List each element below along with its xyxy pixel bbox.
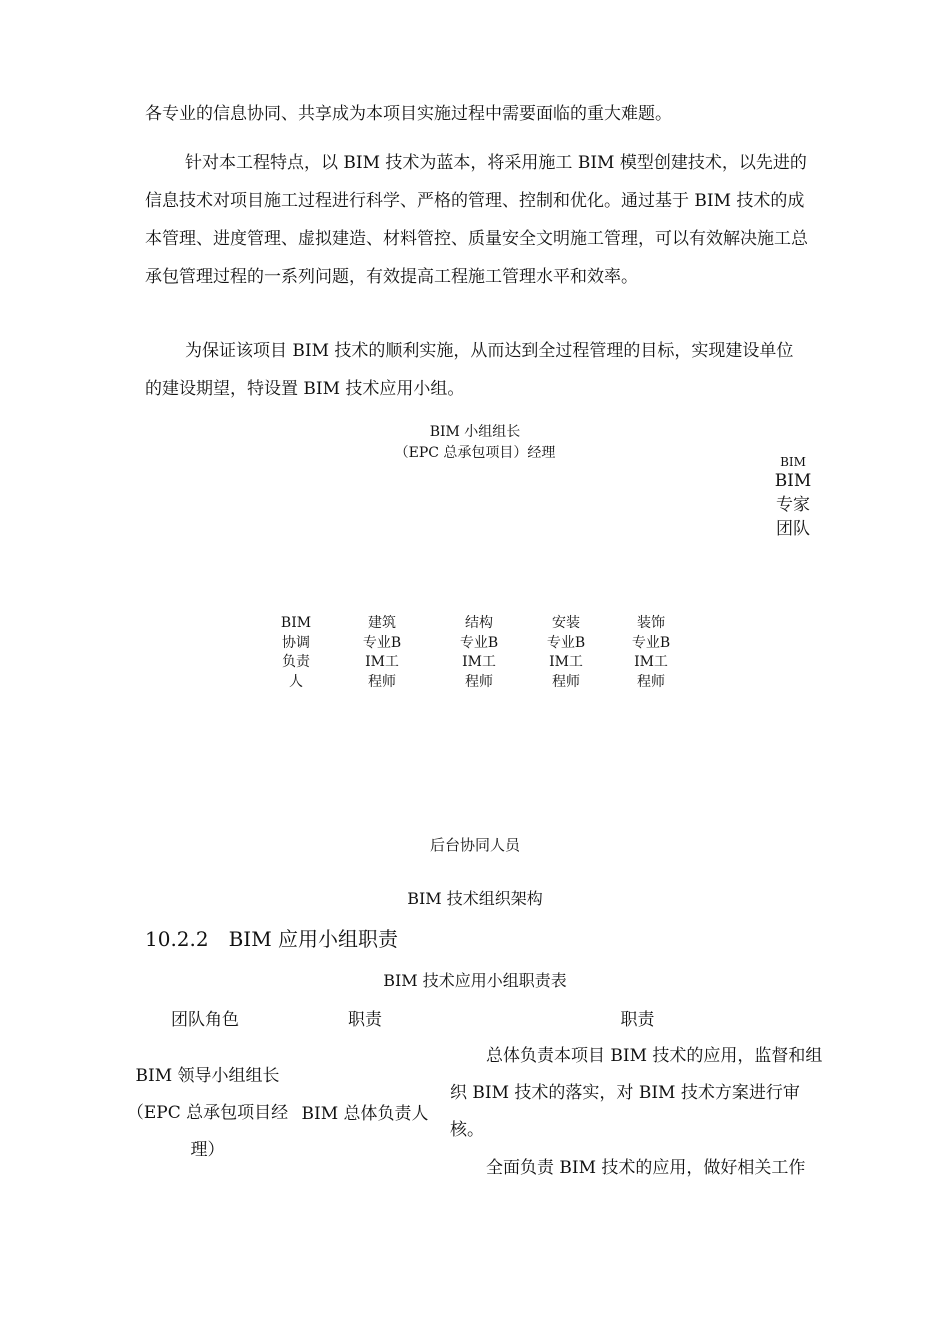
table-header-duty: 职责 bbox=[348, 1010, 382, 1030]
org-expert-team: BIM专家团队 bbox=[774, 471, 812, 539]
table-title: BIM 技术应用小组职责表 bbox=[383, 971, 567, 990]
org-member-architecture: 建筑专业BIM工程师 bbox=[362, 615, 402, 690]
org-expert-team-prefix: BIM bbox=[780, 455, 806, 469]
section-heading: 10.2.2 BIM 应用小组职责 bbox=[145, 927, 399, 951]
org-member-installation: 安装专业BIM工程师 bbox=[546, 615, 586, 690]
paragraph-1: 各专业的信息协同、共享成为本项目实施过程中需要面临的重大难题。 bbox=[145, 104, 672, 124]
table-header-detail: 职责 bbox=[620, 1010, 655, 1030]
table-cell-detail: 总体负责本项目 BIM 技术的应用，监督和组织 BIM 技术的落实，对 BIM 技术方案进行审核。 bbox=[450, 1046, 823, 1140]
table-header-role: 团队角色 bbox=[171, 1010, 239, 1030]
org-leader-subtitle: （EPC 总承包项目）经理 bbox=[394, 445, 556, 461]
org-member-structure: 结构专业BIM工程师 bbox=[459, 615, 499, 690]
org-member-coordinator: BIM协调负责人 bbox=[280, 615, 312, 690]
org-backend-staff: 后台协同人员 bbox=[429, 836, 520, 854]
table-cell-role: BIM 领导小组组长（EPC 总承包项目经理） bbox=[126, 1066, 289, 1160]
table-cell-duty: BIM 总体负责人 bbox=[301, 1104, 429, 1124]
paragraph-3: 为保证该项目 BIM 技术的顺利实施，从而达到全过程管理的目标，实现建设单位的建设期望，特设置 BIM 技术应用小组。 bbox=[145, 341, 794, 399]
table-cell-next-detail: 全面负责 BIM 技术的应用，做好相关工作 bbox=[486, 1158, 806, 1178]
org-chart-caption: BIM 技术组织架构 bbox=[407, 889, 543, 908]
org-leader-title: BIM 小组组长 bbox=[429, 424, 521, 440]
org-member-decoration: 装饰专业BIM工程师 bbox=[631, 615, 671, 690]
paragraph-2: 针对本工程特点，以 BIM 技术为蓝本，将采用施工 BIM 模型创建技术，以先进的信息技术对项目施工过程进行科学、严格的管理、控制和优化。通过基于 BIM 技术的成本管理、进度管理、虚拟建造、材料管控、质量安全文明施工管理，可以有效解决施工总承包管理过程的一系列问题，有效提高工程施工管理水平和效率。 bbox=[145, 153, 808, 287]
